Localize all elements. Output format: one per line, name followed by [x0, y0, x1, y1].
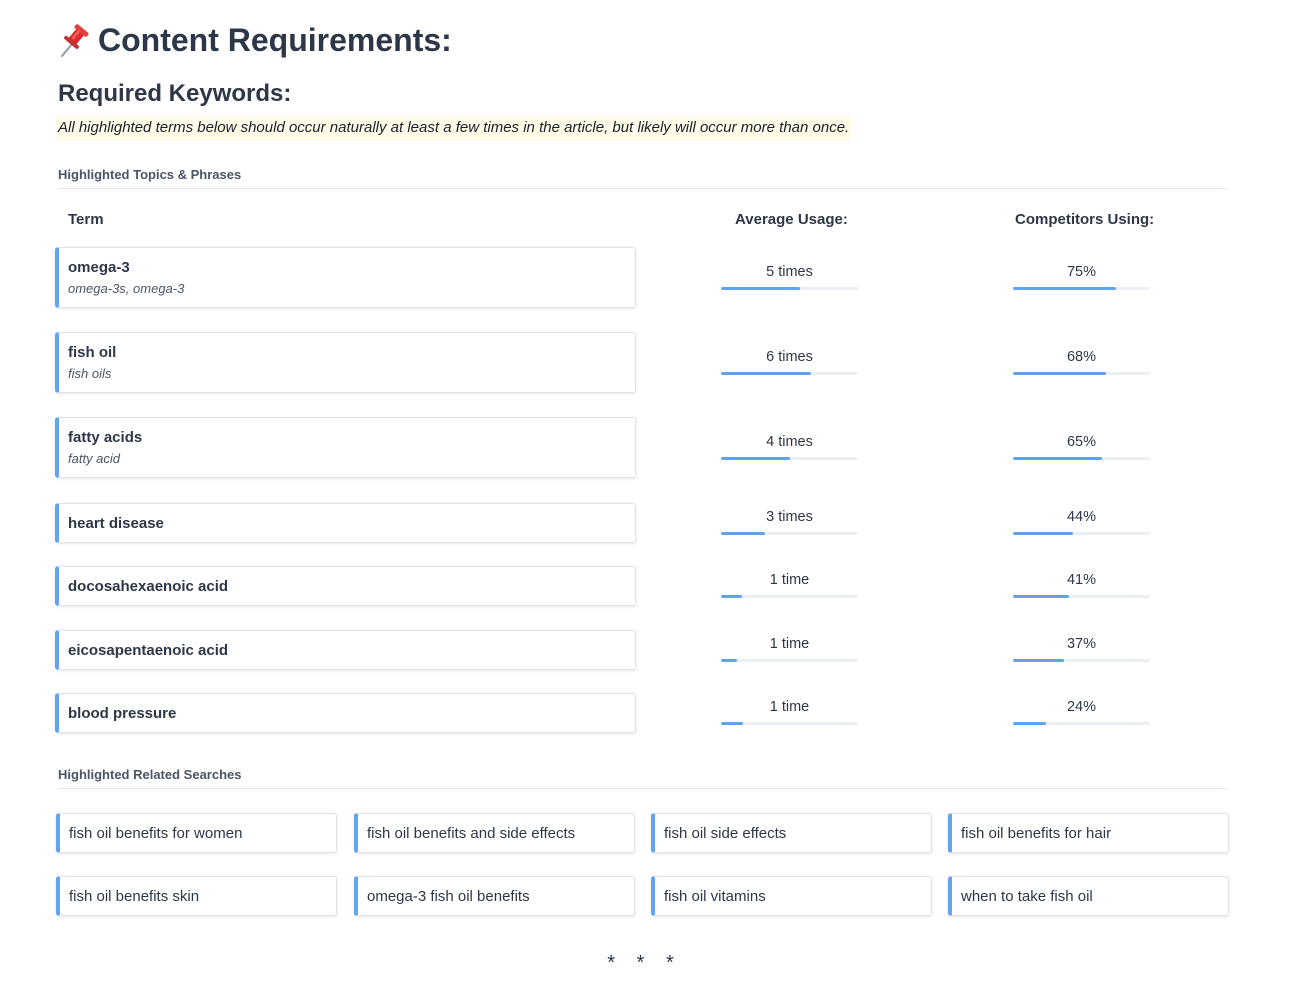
term-variants: fatty acid [68, 451, 121, 466]
competitors-bar-fill [1013, 595, 1069, 598]
competitors-metric [1013, 349, 1150, 375]
competitors-metric [1013, 509, 1150, 535]
usage-metric [721, 509, 858, 535]
term-variants: fish oils [68, 366, 112, 381]
competitors-bar-fill [1013, 287, 1116, 290]
searches-divider [58, 788, 1228, 789]
usage-column-header: Average Usage: [735, 211, 848, 228]
competitors-metric [1013, 434, 1150, 460]
term-card[interactable] [55, 417, 636, 478]
competitors-column-header: Competitors Using: [1015, 211, 1155, 228]
highlight-note: All highlighted terms below should occur naturally at least a few times in the article, but likely will occur more than once. [56, 116, 851, 141]
usage-bar-fill [721, 372, 811, 375]
usage-bar-fill [721, 595, 742, 598]
term-card[interactable] [55, 630, 636, 670]
competitors-bar [1013, 722, 1150, 725]
term-name: heart disease [68, 514, 164, 532]
competitors-bar [1013, 659, 1150, 662]
usage-bar [721, 659, 858, 662]
related-search-item[interactable]: fish oil benefits skin [56, 876, 337, 916]
competitors-bar [1013, 532, 1150, 535]
usage-label: 1 time [769, 636, 810, 652]
related-search-item[interactable]: fish oil vitamins [651, 876, 932, 916]
usage-metric [721, 699, 858, 725]
usage-metric [721, 264, 858, 290]
term-card[interactable] [55, 332, 636, 393]
competitors-bar-fill [1013, 457, 1102, 460]
related-search-item[interactable]: fish oil benefits for women [56, 813, 337, 853]
usage-bar-fill [721, 659, 737, 662]
usage-label: 3 times [766, 509, 813, 525]
usage-metric [721, 434, 858, 460]
page-title [58, 22, 452, 59]
competitors-metric [1013, 264, 1150, 290]
competitors-label: 65% [1066, 434, 1097, 450]
usage-bar [721, 532, 858, 535]
term-name: eicosapentaenoic acid [68, 641, 229, 659]
competitors-label: 41% [1066, 572, 1097, 588]
competitors-bar [1013, 372, 1150, 375]
competitors-label: 75% [1066, 264, 1097, 280]
related-search-item[interactable]: fish oil benefits and side effects [354, 813, 635, 853]
term-card[interactable] [55, 247, 636, 308]
usage-metric [721, 572, 858, 598]
competitors-label: 44% [1066, 509, 1097, 525]
competitors-metric [1013, 699, 1150, 725]
usage-metric [721, 349, 858, 375]
competitors-label: 68% [1066, 349, 1097, 365]
searches-section-label: Highlighted Related Searches [58, 767, 242, 782]
term-card[interactable] [55, 693, 636, 733]
usage-metric [721, 636, 858, 662]
term-name: fatty acids [68, 429, 143, 446]
related-search-item[interactable]: when to take fish oil [948, 876, 1229, 916]
competitors-bar [1013, 287, 1150, 290]
related-search-item[interactable]: omega-3 fish oil benefits [354, 876, 635, 916]
term-name: omega-3 [68, 259, 130, 276]
related-search-item[interactable]: fish oil side effects [651, 813, 932, 853]
competitors-bar [1013, 595, 1150, 598]
competitors-bar-fill [1013, 659, 1064, 662]
usage-bar-fill [721, 532, 765, 535]
term-variants: omega-3s, omega-3 [68, 281, 185, 296]
competitors-bar [1013, 457, 1150, 460]
usage-bar-fill [721, 287, 800, 290]
usage-label: 4 times [766, 434, 813, 450]
term-card[interactable] [55, 503, 636, 543]
related-search-item[interactable]: fish oil benefits for hair [948, 813, 1229, 853]
term-name: blood pressure [68, 704, 177, 722]
competitors-label: 37% [1066, 636, 1097, 652]
term-name: docosahexaenoic acid [68, 577, 229, 595]
usage-bar [721, 595, 858, 598]
competitors-metric [1013, 636, 1150, 662]
competitors-bar-fill [1013, 372, 1106, 375]
term-card[interactable] [55, 566, 636, 606]
usage-bar [721, 372, 858, 375]
usage-bar [721, 722, 858, 725]
usage-label: 5 times [766, 264, 813, 280]
usage-bar-fill [721, 457, 790, 460]
usage-label: 6 times [766, 349, 813, 365]
section-separator: * * * [607, 952, 682, 974]
term-column-header: Term [68, 211, 104, 228]
term-name: fish oil [68, 344, 117, 361]
required-keywords-heading: Required Keywords: [58, 80, 292, 107]
usage-bar [721, 287, 858, 290]
competitors-metric [1013, 572, 1150, 598]
usage-bar [721, 457, 858, 460]
topics-divider [58, 188, 1228, 189]
page-title-text: Content Requirements: [98, 22, 452, 58]
topics-section-label: Highlighted Topics & Phrases [58, 167, 242, 182]
competitors-bar-fill [1013, 722, 1046, 725]
competitors-bar-fill [1013, 532, 1073, 535]
competitors-label: 24% [1066, 699, 1097, 715]
usage-label: 1 time [769, 699, 810, 715]
usage-label: 1 time [769, 572, 810, 588]
usage-bar-fill [721, 722, 743, 725]
pushpin-icon [58, 23, 90, 59]
